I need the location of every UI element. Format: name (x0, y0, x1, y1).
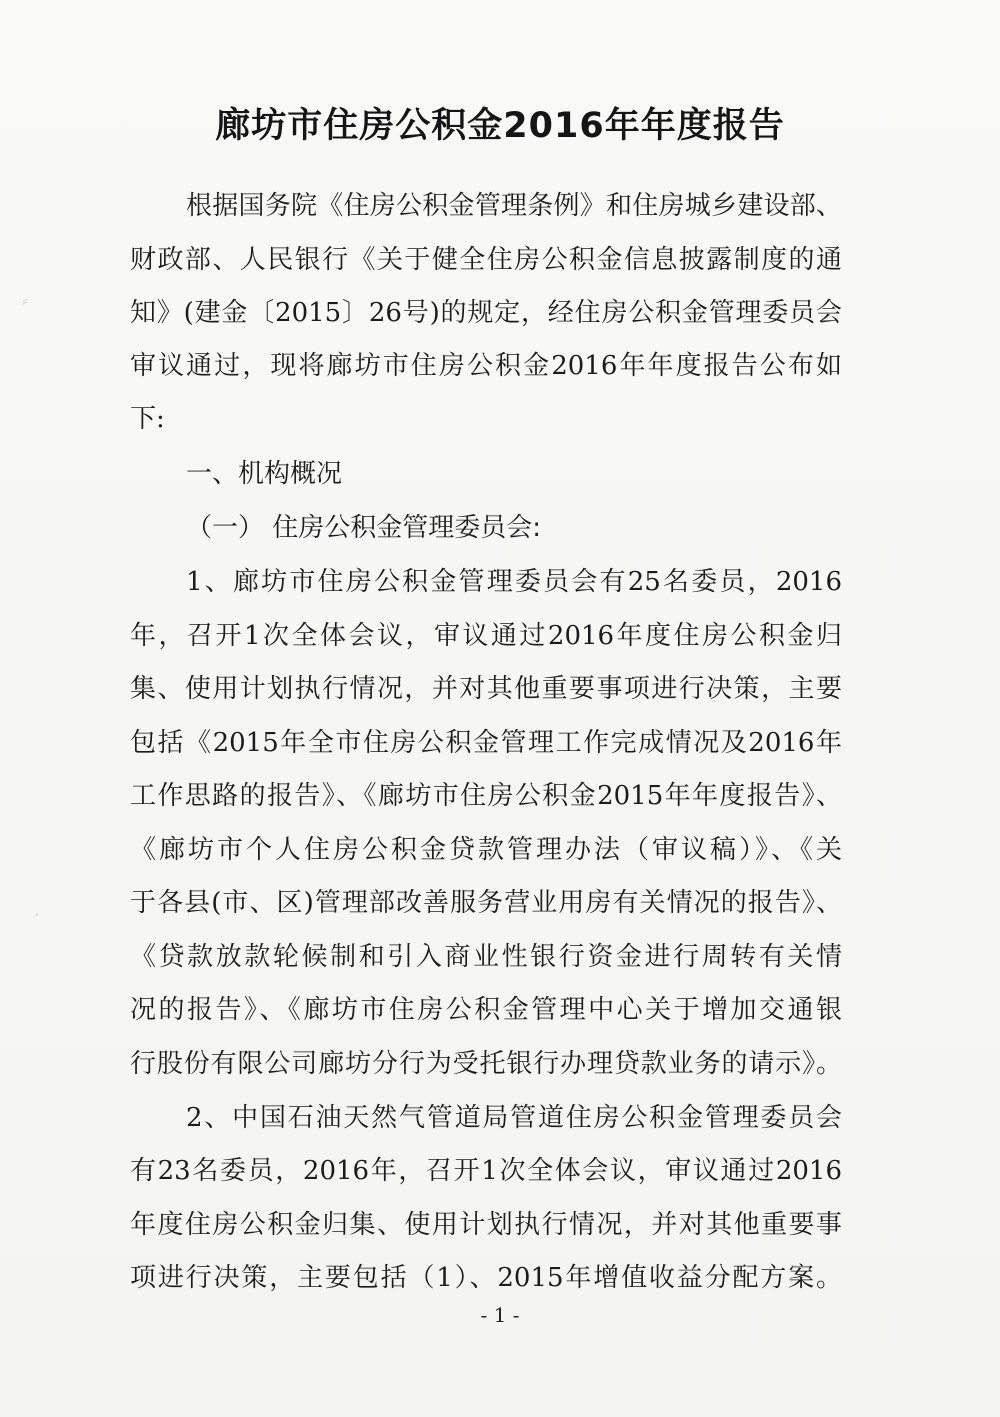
intro-line: 根据国务院《住房公积金管理条例》和住房城乡建设部、 (186, 191, 842, 221)
paragraph-line: 《贷款放款轮候制和引入商业性银行资金进行周转有关情 (130, 942, 842, 972)
paragraph-line: 项进行决策，主要包括（1）、2015年增值收益分配方案。 (130, 1263, 842, 1293)
intro-line: 审议通过，现将廊坊市住房公积金2016年年度报告公布如 (130, 351, 842, 381)
paragraph-line: 行股份有限公司廊坊分行为受托银行办理贷款业务的请示》。 (130, 1049, 842, 1079)
paragraph-line: 2、中国石油天然气管道局管道住房公积金管理委员会 (186, 1103, 842, 1133)
paragraph-line: 年，召开1次全体会议，审议通过2016年度住房公积金归 (130, 621, 842, 651)
intro-line: 下: (130, 404, 165, 434)
paragraph-line: 年度住房公积金归集、使用计划执行情况，并对其他重要事 (130, 1210, 842, 1240)
paragraph-line: 于各县(市、区)管理部改善服务营业用房有关情况的报告》、 (130, 888, 842, 918)
bleed-mark: ⸗ (22, 290, 28, 311)
paragraph-line: 况的报告》、《廊坊市住房公积金管理中心关于增加交通银 (130, 995, 842, 1025)
bleed-mark: · (34, 905, 40, 926)
paragraph-line: 集、使用计划执行情况，并对其他重要事项进行决策，主要 (130, 674, 842, 704)
paragraph-line: 《廊坊市个人住房公积金贷款管理办法（审议稿）》、《关 (130, 835, 842, 865)
paragraph-line: 包括《2015年全市住房公积金管理工作完成情况及2016年 (130, 728, 842, 758)
paragraph-line: 有23名委员，2016年，召开1次全体会议，审议通过2016 (130, 1156, 842, 1186)
intro-line: 财政部、人民银行《关于健全住房公积金信息披露制度的通 (130, 245, 842, 275)
page-number: - 1 - (480, 1303, 520, 1327)
document-title: 廊坊市住房公积金2016年年度报告 (215, 106, 785, 146)
paragraph-line: 1、廊坊市住房公积金管理委员会有25名委员，2016 (186, 567, 842, 597)
subsection-heading: （一） 住房公积金管理委员会: (186, 513, 542, 543)
section-heading: 一、机构概况 (186, 459, 343, 489)
paragraph-line: 工作思路的报告》、《廊坊市住房公积金2015年年度报告》、 (130, 781, 842, 811)
intro-line: 知》(建金〔2015〕26号)的规定，经住房公积金管理委员会 (130, 298, 842, 328)
